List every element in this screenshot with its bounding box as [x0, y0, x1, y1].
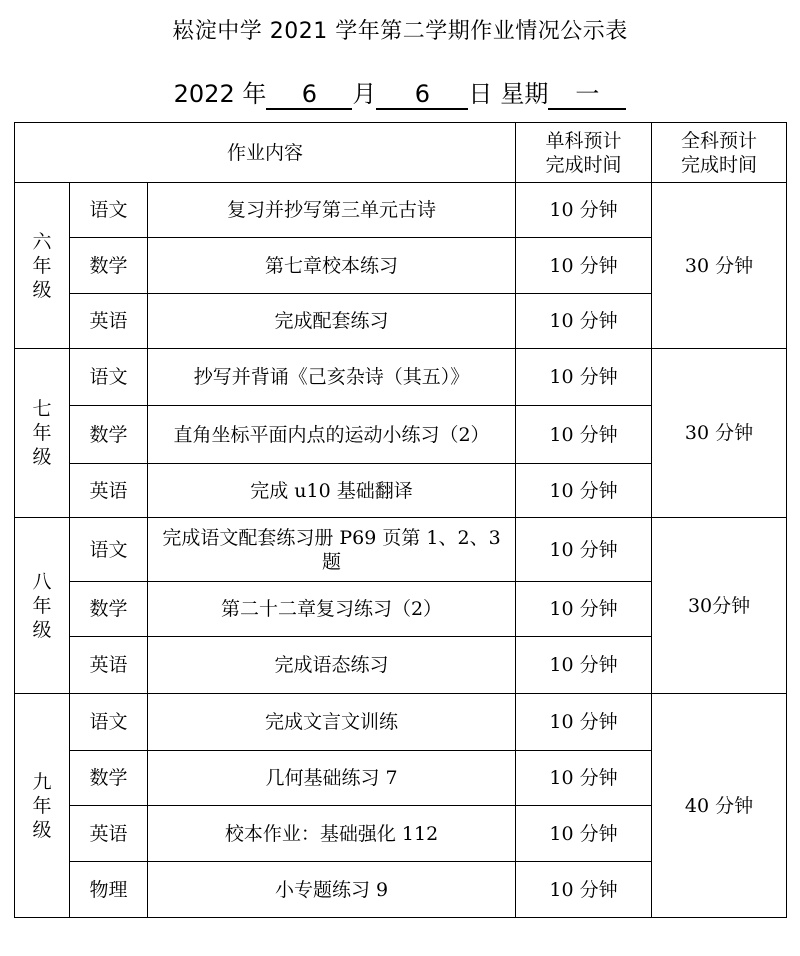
date-month-value: 6	[266, 80, 352, 110]
grade-char: 年	[32, 422, 52, 444]
task-cell: 第二十二章复习练习（2）	[148, 582, 516, 637]
time-cell: 10 分钟	[516, 464, 652, 518]
task-cell: 完成语文配套练习册 P69 页第 1、2、3 题	[148, 518, 516, 582]
homework-table	[14, 122, 787, 918]
table-row	[15, 518, 787, 582]
grade-char: 级	[32, 818, 52, 841]
task-cell: 完成 u10 基础翻译	[148, 464, 516, 518]
grade-char: 级	[32, 278, 52, 301]
date-line	[0, 74, 800, 110]
subject-cell: 数学	[70, 238, 148, 294]
task-cell: 校本作业：基础强化 112	[148, 806, 516, 862]
grade-char: 六	[32, 230, 52, 253]
task-cell: 完成语态练习	[148, 637, 516, 694]
grade-char: 年	[32, 254, 52, 277]
time-cell: 10 分钟	[516, 349, 652, 406]
header-single-time	[516, 123, 652, 183]
time-cell: 10 分钟	[516, 518, 652, 582]
table-row	[15, 694, 787, 751]
time-cell: 10 分钟	[516, 582, 652, 637]
subject-cell: 英语	[70, 806, 148, 862]
time-cell: 10 分钟	[516, 862, 652, 918]
grade-label-9	[15, 694, 70, 918]
date-month-label: 月	[352, 80, 377, 108]
task-cell: 小专题练习 9	[148, 862, 516, 918]
time-cell: 10 分钟	[516, 751, 652, 806]
subject-cell: 英语	[70, 294, 148, 349]
header-content: 作业内容	[15, 123, 516, 183]
grade-label-6	[15, 183, 70, 349]
header-total-line1: 全科预计	[681, 129, 758, 152]
table-header-row	[15, 123, 787, 183]
total-time-cell: 30分钟	[652, 518, 787, 694]
time-cell: 10 分钟	[516, 406, 652, 464]
subject-cell: 语文	[70, 349, 148, 406]
date-day-label: 日	[468, 80, 493, 108]
header-single-line2: 完成时间	[545, 153, 622, 176]
time-cell: 10 分钟	[516, 183, 652, 238]
task-cell: 抄写并背诵《己亥杂诗（其五）》	[148, 349, 516, 406]
date-weekday-label: 星期	[500, 80, 549, 108]
date-weekday-value: 一	[548, 80, 626, 110]
page-title: 崧淀中学 2021 学年第二学期作业情况公示表	[172, 19, 628, 44]
grade-char: 九	[32, 770, 52, 793]
subject-cell: 语文	[70, 694, 148, 751]
total-time-cell: 30 分钟	[652, 183, 787, 349]
grade-char: 级	[32, 618, 52, 641]
total-time-cell: 40 分钟	[652, 694, 787, 918]
grade-char: 级	[32, 446, 52, 468]
subject-cell: 数学	[70, 406, 148, 464]
time-cell: 10 分钟	[516, 694, 652, 751]
subject-cell: 英语	[70, 637, 148, 694]
task-cell: 完成文言文训练	[148, 694, 516, 751]
time-cell: 10 分钟	[516, 294, 652, 349]
task-cell: 几何基础练习 7	[148, 751, 516, 806]
task-cell: 完成配套练习	[148, 294, 516, 349]
task-cell: 第七章校本练习	[148, 238, 516, 294]
total-time-cell: 30 分钟	[652, 349, 787, 518]
time-cell: 10 分钟	[516, 806, 652, 862]
task-cell: 复习并抄写第三单元古诗	[148, 183, 516, 238]
grade-label-7	[15, 349, 70, 518]
subject-cell: 物理	[70, 862, 148, 918]
grade-char: 七	[32, 398, 52, 420]
table-row	[15, 183, 787, 238]
time-cell: 10 分钟	[516, 238, 652, 294]
time-cell: 10 分钟	[516, 637, 652, 694]
subject-cell: 数学	[70, 582, 148, 637]
date-day-value: 6	[376, 80, 468, 110]
header-single-line1: 单科预计	[545, 129, 622, 152]
grade-label-8	[15, 518, 70, 694]
subject-cell: 语文	[70, 183, 148, 238]
subject-cell: 数学	[70, 751, 148, 806]
grade-char: 年	[32, 594, 52, 617]
task-cell: 直角坐标平面内点的运动小练习（2）	[148, 406, 516, 464]
subject-cell: 语文	[70, 518, 148, 582]
grade-char: 年	[32, 794, 52, 817]
header-total-line2: 完成时间	[681, 153, 758, 176]
header-total-time	[652, 123, 787, 183]
table-row	[15, 349, 787, 406]
date-year: 2022 年	[173, 80, 267, 108]
grade-char: 八	[32, 570, 52, 593]
subject-cell: 英语	[70, 464, 148, 518]
